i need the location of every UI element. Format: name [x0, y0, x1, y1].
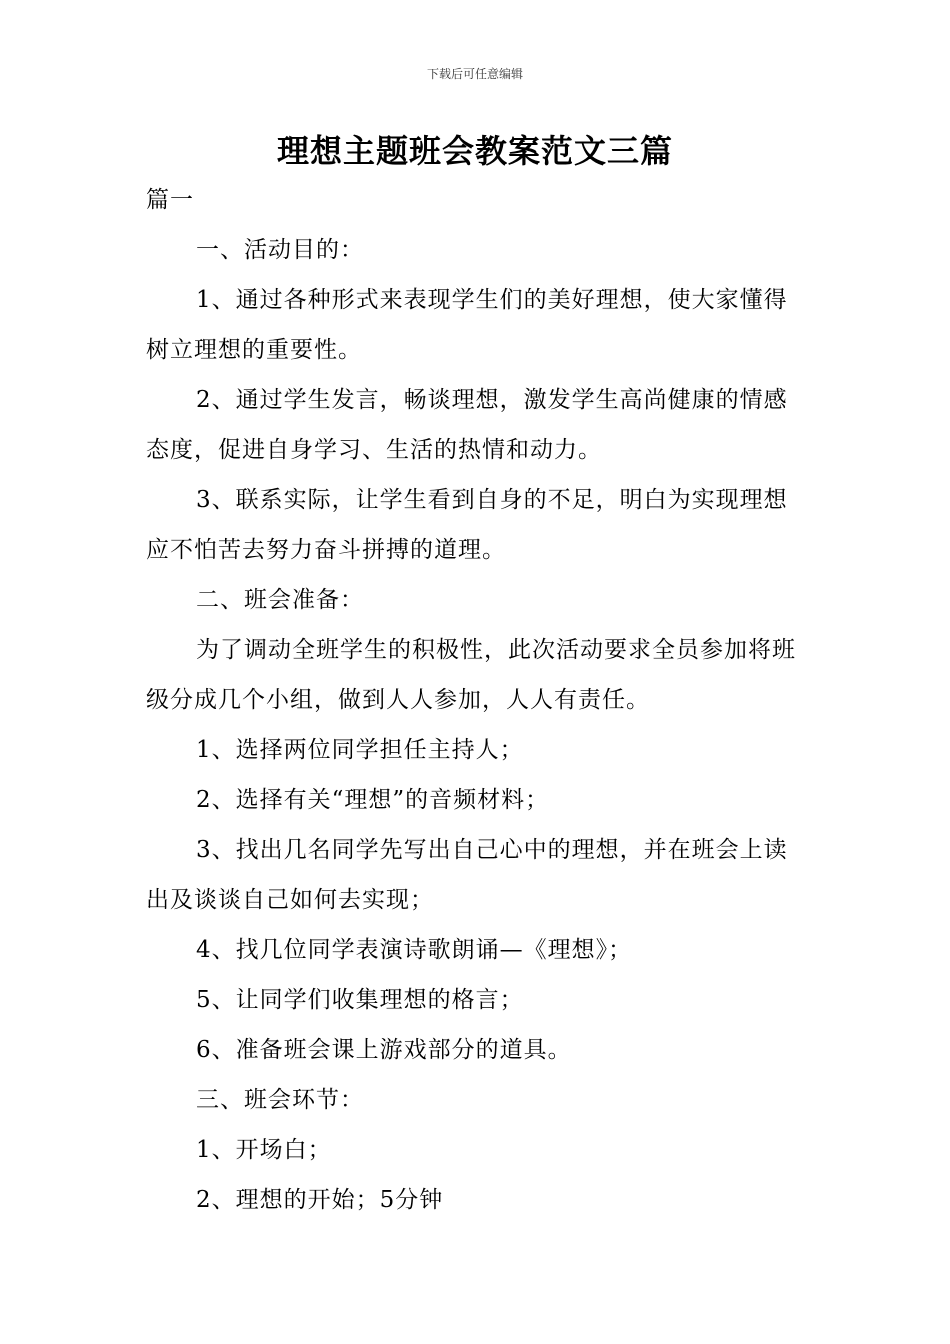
paragraph: 一、活动目的： [196, 237, 364, 263]
paragraph: 3、找出几名同学先写出自己心中的理想，并在班会上读出及谈谈自己如何去实现； [146, 837, 788, 913]
paragraph: 2、理想的开始；5分钟 [196, 1187, 444, 1213]
paragraph: 1、选择两位同学担任主持人； [196, 737, 524, 763]
paragraph: 二、班会准备： [196, 587, 364, 613]
paragraph: 2、选择有关“理想”的音频材料； [196, 787, 550, 813]
paragraph: 3、联系实际，让学生看到自身的不足，明白为实现理想应不怕苦去努力奋斗拼搏的道理。 [146, 487, 788, 563]
document-title: 理想主题班会教案范文三篇 [276, 132, 673, 170]
paragraph: 5、让同学们收集理想的格言； [196, 987, 524, 1013]
paragraph: 2、通过学生发言，畅谈理想，激发学生高尚健康的情感态度，促进自身学习、生活的热情和动力。 [146, 387, 788, 463]
section-label: 篇一 [146, 187, 194, 213]
paragraph: 为了调动全班学生的积极性，此次活动要求全员参加将班级分成几个小组，做到人人参加，人人有责任。 [146, 637, 796, 713]
paragraph: 6、准备班会课上游戏部分的道具。 [196, 1037, 572, 1063]
header-note: 下载后可任意编辑 [426, 67, 523, 81]
paragraph: 4、找几位同学表演诗歌朗诵—《理想》； [196, 937, 633, 963]
paragraph: 1、通过各种形式来表现学生们的美好理想，使大家懂得树立理想的重要性。 [146, 287, 788, 363]
document-body [146, 175, 808, 1225]
paragraph: 1、开场白； [196, 1137, 332, 1163]
paragraph: 三、班会环节： [196, 1087, 364, 1113]
